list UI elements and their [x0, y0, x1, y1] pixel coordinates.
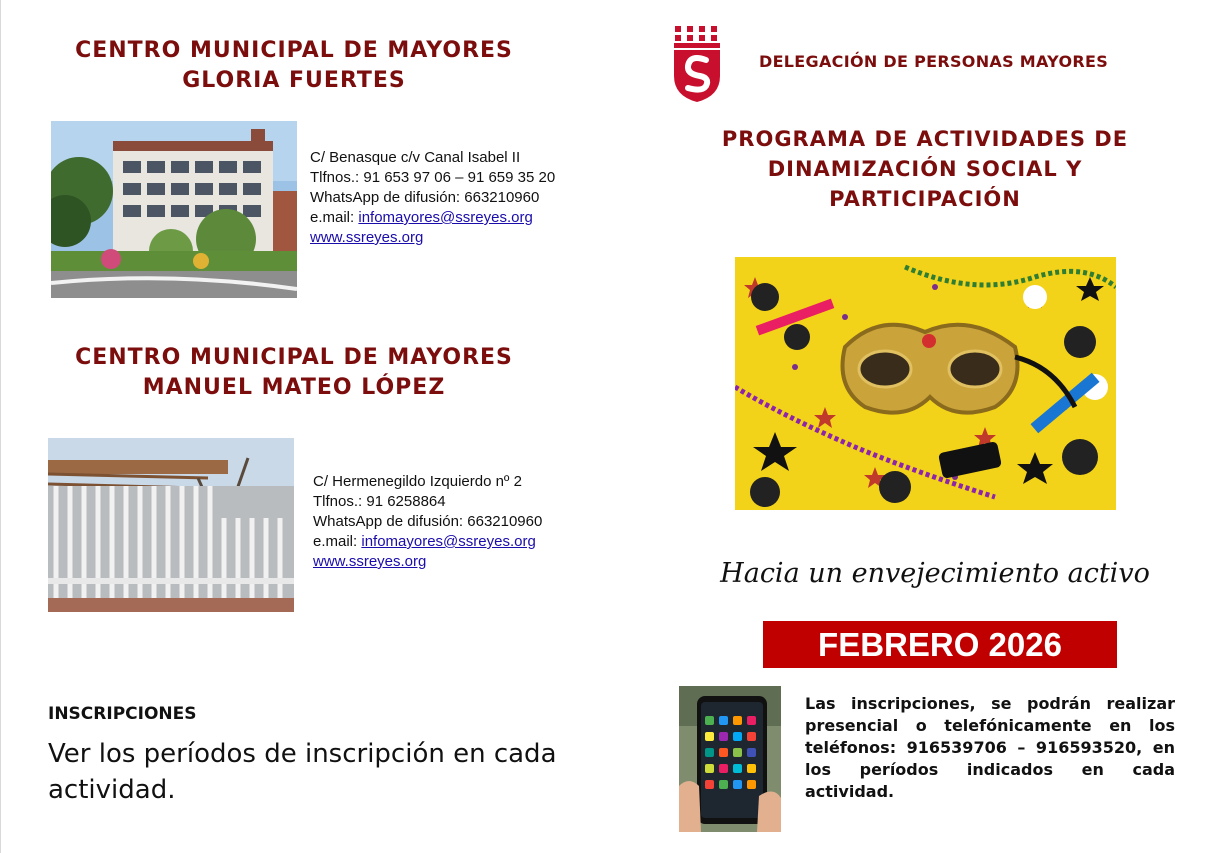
- center-info-gloria-fuertes: [310, 148, 555, 248]
- delegation-title: DELEGACIÓN DE PERSONAS MAYORES: [759, 52, 1109, 71]
- page-edge: [0, 0, 1, 853]
- registration-note: Las inscripciones, se podrán realizar presencial o telefónicamente en los teléfonos: 916539706 – 916593520, en los períodos indicados en cada actividad.: [805, 694, 1175, 801]
- email-label: e.mail:: [310, 209, 359, 226]
- phones: Tlfnos.: 91 6258864: [313, 493, 446, 510]
- web-link[interactable]: www.ssreyes.org: [313, 553, 427, 570]
- email-label: e.mail:: [313, 533, 362, 550]
- email-link[interactable]: infomayores@ssreyes.org: [358, 209, 533, 226]
- phones: Tlfnos.: 91 653 97 06 – 91 659 35 20: [310, 169, 556, 186]
- center-info-manuel-mateo: [313, 472, 542, 572]
- center-title-line1: CENTRO MUNICIPAL DE MAYORES: [75, 38, 513, 63]
- center-title-line2: GLORIA FUERTES: [182, 68, 406, 93]
- whatsapp: WhatsApp de difusión: 663210960: [313, 513, 543, 530]
- address: C/ Hermenegildo Izquierdo nº 2: [313, 473, 522, 490]
- month-banner: FEBRERO 2026: [763, 621, 1117, 668]
- registration-text: Ver los períodos de inscripción en cada actividad.: [48, 739, 557, 805]
- email-line: [310, 208, 555, 228]
- center-title-manuel-mateo: [54, 343, 534, 403]
- center-title-gloria-fuertes: [54, 36, 534, 96]
- email-line: [313, 532, 542, 552]
- center-title-line1: CENTRO MUNICIPAL DE MAYORES: [75, 345, 513, 370]
- center-photo-gloria-fuertes: [51, 121, 297, 298]
- center-photo-manuel-mateo: [48, 438, 294, 612]
- center-title-line2: MANUEL MATEO LÓPEZ: [142, 375, 446, 400]
- email-link[interactable]: infomayores@ssreyes.org: [361, 533, 536, 550]
- slogan: Hacia un envejecimiento activo: [720, 558, 1150, 589]
- registration-heading: INSCRIPCIONES: [48, 704, 197, 724]
- whatsapp: WhatsApp de difusión: 663210960: [310, 189, 540, 206]
- program-title: PROGRAMA DE ACTIVIDADES DE DINAMIZACIÓN SOCIAL Y PARTICIPACIÓN: [721, 127, 1129, 211]
- address: C/ Benasque c/v Canal Isabel II: [310, 149, 521, 166]
- web-link[interactable]: www.ssreyes.org: [310, 229, 424, 246]
- municipal-logo: [672, 26, 724, 102]
- carnival-mask-image: [735, 257, 1116, 510]
- smartphone-image: [679, 686, 781, 832]
